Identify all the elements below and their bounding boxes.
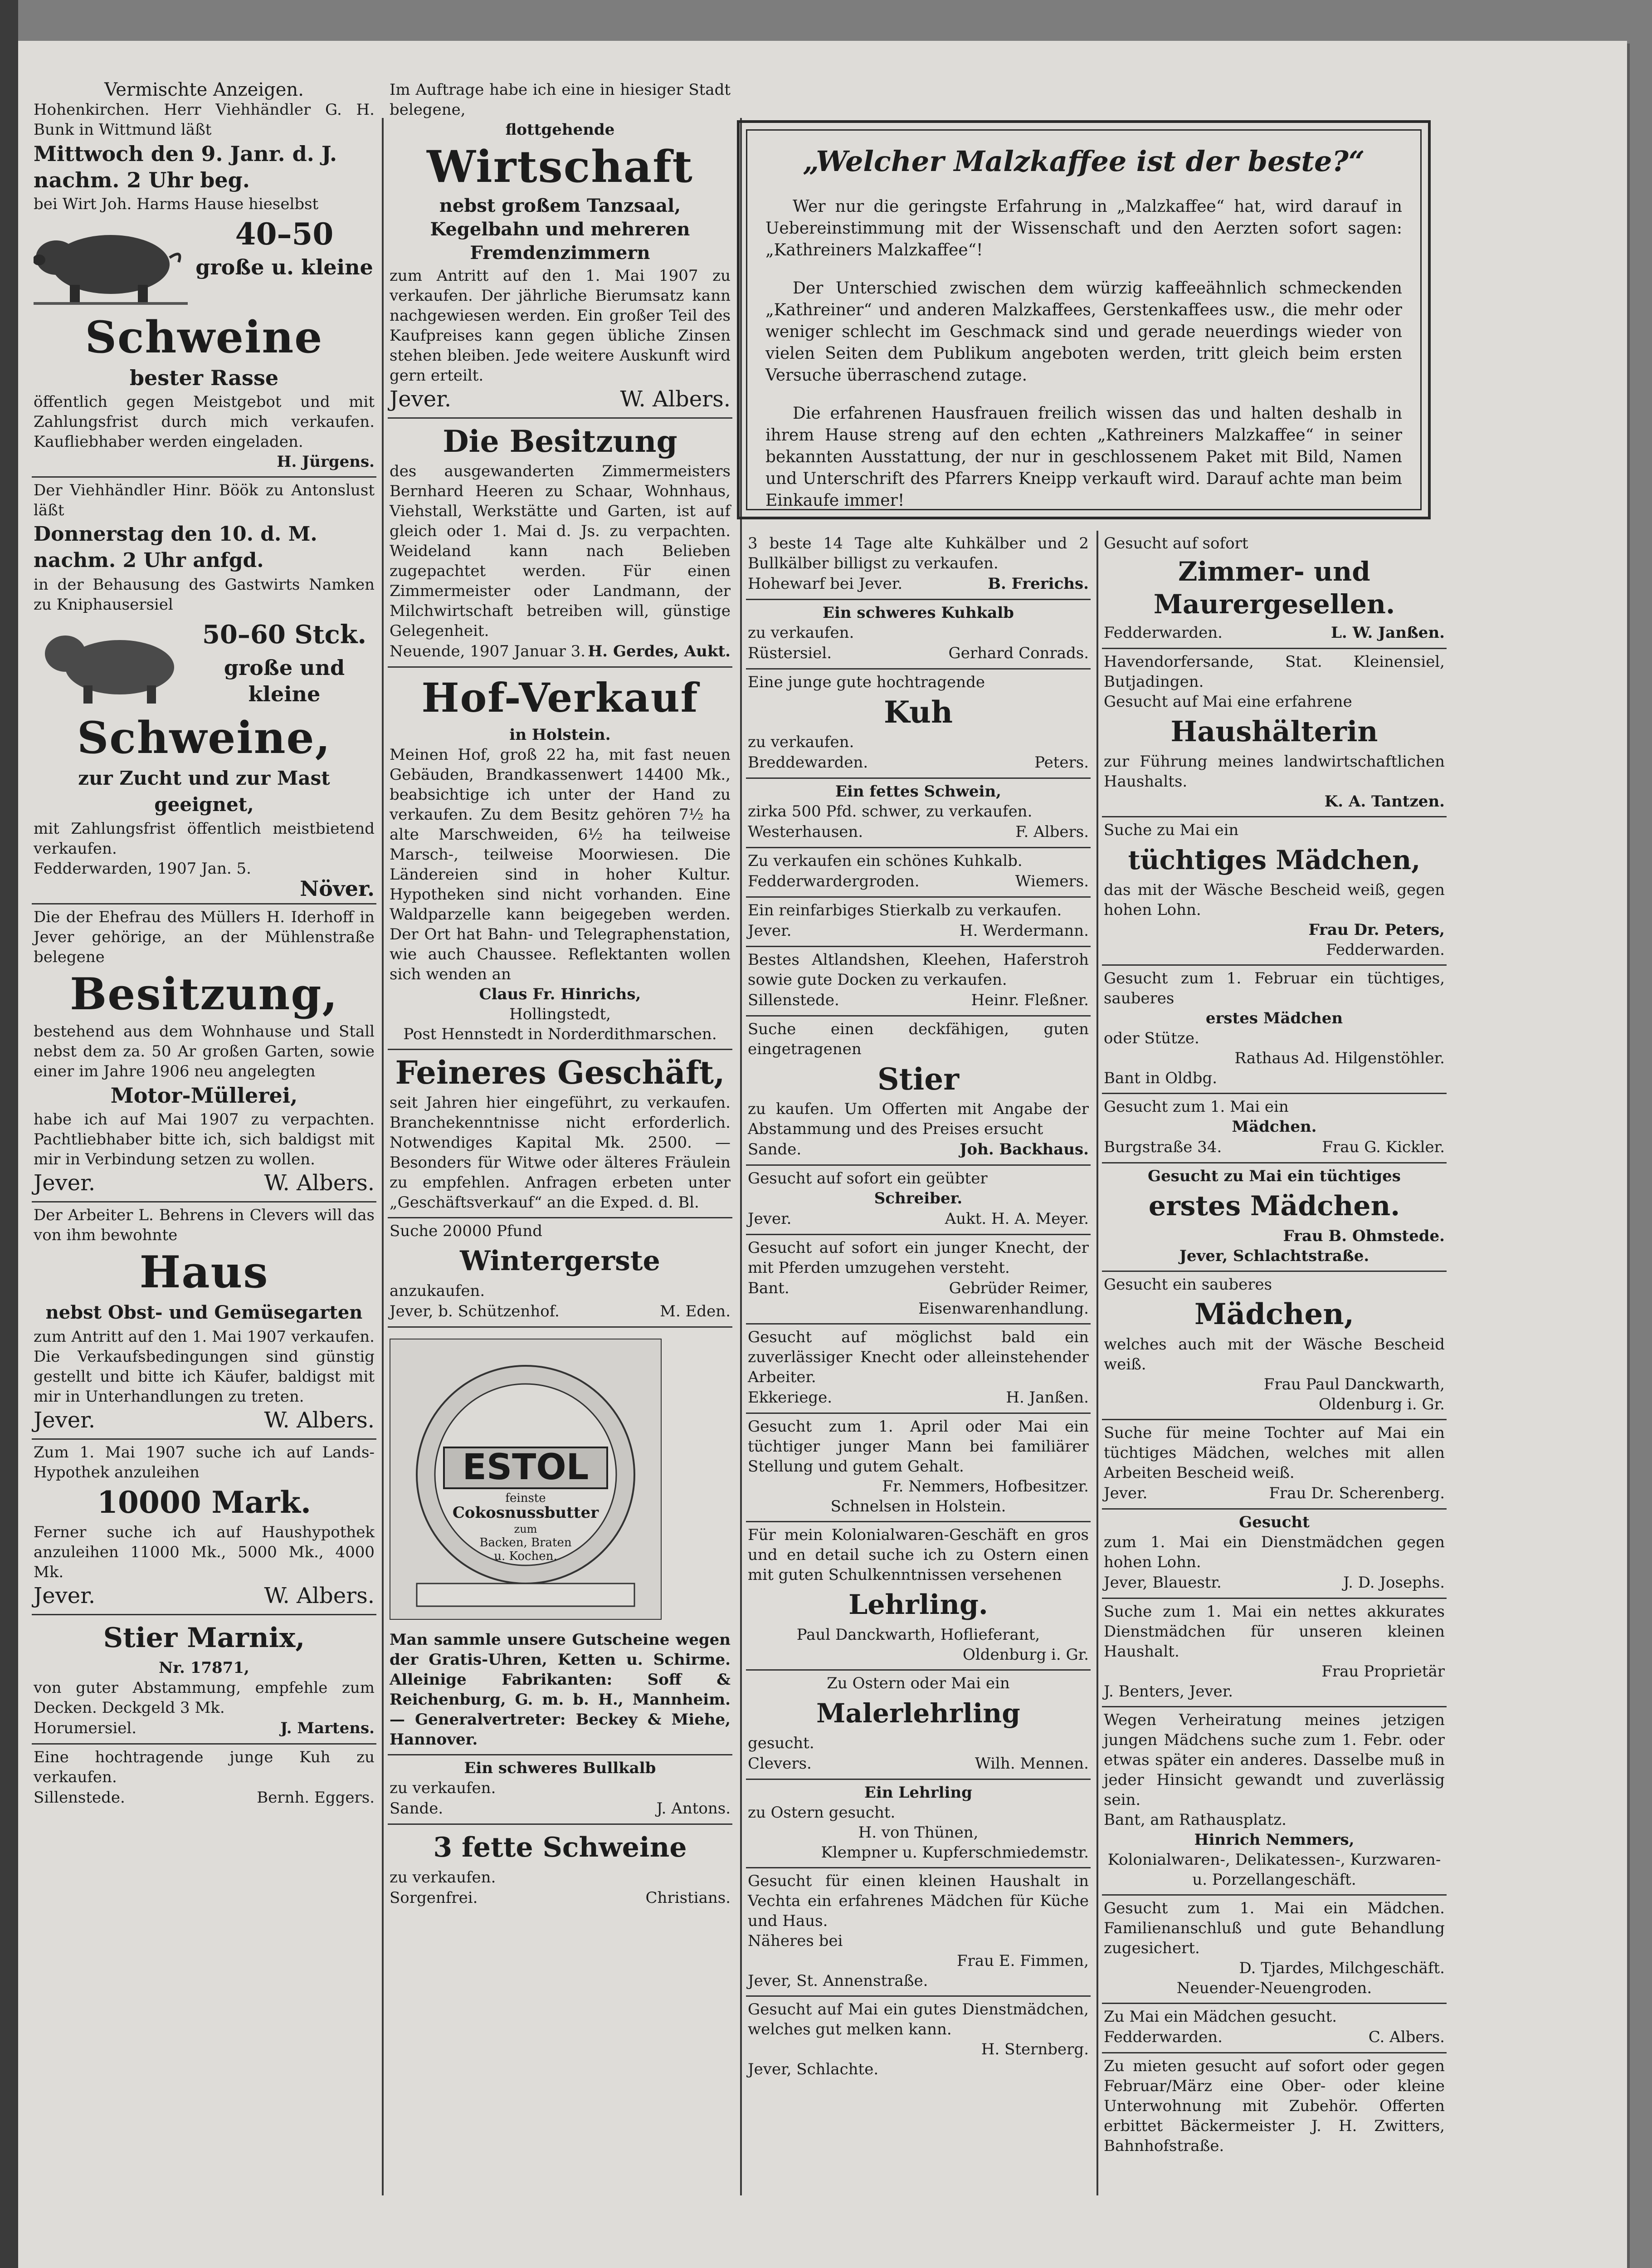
ad-intro: Gesucht zum 1. Februar ein tüchtiges, sauberes — [1104, 969, 1445, 1007]
ad-signature: K. A. Tantzen. — [1324, 792, 1445, 811]
ad-headline: Mädchen, — [1194, 1297, 1355, 1331]
ad-signature: J. Martens. — [280, 1719, 375, 1737]
ad-estol — [388, 1328, 732, 1755]
ad-signature: W. Albers. — [264, 1408, 375, 1433]
ad-signature-line2: Oldenburg i. Gr. — [963, 1646, 1089, 1664]
ad-headline: Schweine, — [77, 712, 331, 763]
ad-signature: Hinrich Nemmers, — [1194, 1831, 1355, 1849]
ad-signature-line2: Kolonialwaren-, Delikatessen-, Kurzwaren- u. Porzellangeschäft. — [1107, 1851, 1441, 1889]
ad-body: das mit der Wäsche Bescheid weiß, gegen hohen Lohn. — [1104, 881, 1445, 919]
ad-intro: Der Viehhändler Hinr. Böök zu Antonslust läßt — [34, 481, 375, 519]
ad-intro: Gesucht zum 1. Mai ein — [1104, 1098, 1289, 1116]
ad-knecht-janssen — [746, 1325, 1091, 1414]
ad-body: Ein reinfarbiges Stierkalb zu verkaufen. — [748, 901, 1062, 919]
ad-signature: Fr. Nemmers, Hofbesitzer. — [882, 1477, 1089, 1496]
ad-intro: Suche einen deckfähigen, guten eingetragenen — [748, 1020, 1089, 1058]
ad-headline: Wirtschaft — [427, 141, 693, 192]
ad-signature: Növer. — [300, 876, 375, 901]
ad-maedchen-tjardes — [1102, 1896, 1447, 2004]
ad-number: Nr. 17871, — [159, 1659, 249, 1677]
ad-body: mit Zahlungsfrist öffentlich meistbietend verkaufen. — [34, 820, 375, 858]
ad-signature: Frau B. Ohmstede. — [1283, 1227, 1445, 1245]
ad-signature: H. Janßen. — [1006, 1388, 1089, 1407]
ad-headline: Zimmer- und Maurergesellen. — [1153, 556, 1395, 620]
ad-body: zum 1. Mai ein Dienstmädchen gegen hohen Lohn. — [1104, 1533, 1445, 1571]
ad-date: Mittwoch den 9. Janr. d. J. nachm. 2 Uhr beg. — [34, 142, 337, 192]
ad-place: Horumersiel. — [34, 1719, 137, 1737]
column-1 — [32, 77, 376, 2254]
ad-signature: Rathaus Ad. Hilgenstöhler. — [1234, 1049, 1445, 1067]
ad-body: welches auch mit der Wäsche Bescheid weiß. — [1104, 1335, 1445, 1374]
column-rule — [382, 118, 384, 2195]
ad-hof-verkauf — [388, 668, 732, 1050]
ad-signature: H. Werdermann. — [959, 922, 1089, 940]
ad-hypothek — [32, 1440, 376, 1615]
ad-haus-behrens — [32, 1202, 376, 1440]
ad-signature: Wilh. Mennen. — [975, 1755, 1089, 1773]
ad-maedchen-danckwarth — [1102, 1272, 1447, 1420]
ad-signature: H. von Thünen, — [858, 1823, 979, 1842]
ad-subheadline: in Holstein. — [509, 726, 611, 744]
ad-signature: Frau Paul Danckwarth, — [1263, 1375, 1445, 1393]
ad-place: Bant, am Rathausplatz. — [1104, 1811, 1287, 1829]
ad-body: Bestes Altlandshen, Kleehen, Haferstroh sowie gute Docken zu verkaufen. — [748, 951, 1089, 989]
estol-line3: zum — [514, 1523, 537, 1535]
ad-headline: Haus — [139, 1246, 269, 1298]
ad-signature: Christians. — [645, 1889, 731, 1907]
ad-place: Sorgenfrei. — [390, 1889, 478, 1907]
ad-headline: Hof-Verkauf — [421, 674, 699, 721]
ad-intro: Für mein Kolonialwaren-Geschäft en gros und en detail suche ich zu Ostern einen mit guten Schulkenntnissen versehenen — [748, 1526, 1089, 1584]
ad-signature-line2: Fedderwarden. — [1326, 941, 1445, 959]
ad-place: Jever. — [34, 1170, 96, 1196]
ad-maedchen-kickler — [1102, 1094, 1447, 1163]
ad-headline: Schweine — [85, 312, 323, 363]
ad-signature: W. Albers. — [620, 386, 731, 412]
ad-headline: Feineres Geschäft, — [395, 1054, 725, 1091]
ad-heading: Ein fettes Schwein, — [835, 782, 1001, 801]
ad-bullkalb — [388, 1755, 732, 1825]
ad-signature: M. Eden. — [660, 1302, 731, 1320]
ad-place: Sillenstede. — [748, 991, 839, 1009]
ad-stierkalb — [746, 898, 1091, 947]
ad-signature: Wiemers. — [1015, 872, 1089, 890]
ad-intro: Gesucht zu Mai ein tüchtiges — [1148, 1167, 1401, 1185]
ad-place: Jever. — [1104, 1484, 1148, 1502]
ad-body: Eine hochtragende junge Kuh zu verkaufen. — [34, 1748, 375, 1786]
ad-place: Sande. — [390, 1799, 443, 1818]
ad-place: Ekkeriege. — [748, 1388, 833, 1407]
ad-signature-line2: Eisenwarenhandlung. — [918, 1300, 1089, 1318]
ad-signature: Peters. — [1034, 753, 1089, 772]
section-heading: Vermischte Anzeigen. — [104, 79, 304, 100]
ad-intro: Im Auftrage habe ich eine in hiesiger Stadt belegene, — [390, 81, 731, 119]
ad-headline: Wintergerste — [460, 1245, 660, 1277]
ad-body: habe ich auf Mai 1907 zu verpachten. Pachtliebhaber bitte ich, sich baldigst mit mir in Verbindung setzen zu wollen. — [34, 1110, 375, 1168]
ad-body: des ausgewanderten Zimmermeisters Bernhard Heeren zu Schaar, Wohnhaus, Viehstall, Werkstätte und Garten, ist auf gleich oder 1. Mai d. Js. zu verpachten. Weideland kann nach Belieben zugepachtet werden. Für einen Zimmermeister oder Landmann, der Milchwirtschaft betreiben will, günstige Gelegenheit. — [390, 462, 731, 640]
ad-kuh-peters — [746, 670, 1091, 779]
ad-signature: Aukt. H. A. Meyer. — [945, 1210, 1089, 1228]
estol-line4: Backen, Braten — [479, 1536, 572, 1549]
ad-place: Jever. — [748, 922, 792, 940]
ad-intro: Die der Ehefrau des Müllers H. Iderhoff in Jever gehörige, an der Mühlenstraße belegene — [34, 908, 375, 966]
ad-extra: Näheres bei — [748, 1932, 843, 1950]
estol-line5: u. Kochen. — [494, 1549, 557, 1563]
ad-place: Jever, b. Schützenhof. — [390, 1302, 560, 1320]
ad-place: Jever. — [390, 386, 452, 412]
ad-intro: Havendorfersande, Stat. Kleinensiel, Butjadingen. — [1104, 653, 1445, 691]
ad-besitzung-iderhoff — [32, 904, 376, 1202]
ad-intro: Zu Ostern oder Mai ein — [827, 1674, 1010, 1692]
ad-body: Man sammle unsere Gutscheine wegen der Gratis-Uhren, Ketten u. Schirme. Alleinige Fabrikanten: Soff & Reichenburg, G. m. b. H., Mannheim. — Generalvertreter: Beckey & Miehe, Hannover. — [390, 1631, 731, 1749]
ad-dienstmaedchen-benters — [1102, 1599, 1447, 1707]
ad-place: in der Behausung des Gastwirts Namken zu Kniphausersiel — [34, 576, 375, 614]
ad-body: Gesucht zum 1. Mai ein Mädchen. Familienanschluß und gute Behandlung zugesichert. — [1104, 1899, 1445, 1957]
ad-kuhkaelber — [746, 531, 1091, 600]
ad-besitzung-heeren — [388, 419, 732, 668]
ad-subheadline: Motor-Müllerei, — [110, 1083, 298, 1108]
ad-headline: tüchtiges Mädchen, — [1128, 845, 1421, 875]
column-3 — [746, 531, 1091, 2254]
ad-body: oder Stütze. — [1104, 1029, 1199, 1047]
ad-headline: Stier Marnix, — [103, 1622, 305, 1654]
ad-malerlehrling — [746, 1671, 1091, 1780]
estol-line2: Cokosnussbutter — [452, 1504, 599, 1522]
kathreiner-box-ad — [737, 120, 1431, 519]
ad-haushaelterin — [1102, 649, 1447, 817]
ad-intro: Gesucht auf sofort — [1104, 534, 1248, 552]
ad-signature: W. Albers. — [264, 1583, 375, 1608]
ad-body: Gesucht auf Mai eine erfahrene — [1104, 693, 1352, 711]
ad-body: Gesucht auf möglichst bald ein zuverlässiger Knecht oder alleinstehender Arbeiter. — [748, 1328, 1089, 1386]
ad-intro: Hohenkirchen. Herr Viehhändler G. H. Bunk in Wittmund läßt — [34, 101, 375, 139]
ad-signature: J. D. Josephs. — [1343, 1574, 1445, 1592]
ad-contact-name: Claus Fr. Hinrichs, — [479, 985, 641, 1003]
ad-signature: Gebrüder Reimer, — [949, 1279, 1089, 1297]
ad-contact-place: Hollingstedt, — [509, 1005, 611, 1023]
ad-body: zu verkaufen. — [390, 1868, 496, 1887]
ad-headline: Malerlehrling — [816, 1698, 1020, 1729]
ad-body: zum Antritt auf den 1. Mai 1907 verkaufen. Die Verkaufsbedingungen sind günstig gestellt und bitte ich Käufer, baldigst mit mir in Unterhandlungen zu treten. — [34, 1328, 375, 1406]
ad-body: zu Ostern gesucht. — [748, 1804, 896, 1822]
box-headline: „Welcher Malzkaffee ist der beste?“ — [803, 145, 1365, 178]
ad-place: Jever. — [34, 1408, 96, 1433]
ad-signature: B. Frerichs. — [988, 575, 1089, 593]
ad-heading: Gesucht — [1239, 1513, 1310, 1531]
ad-sizes: große und kleine — [224, 655, 345, 706]
ad-signature: Joh. Backhaus. — [960, 1140, 1089, 1158]
ad-heading: erstes Mädchen — [1205, 1009, 1343, 1027]
ad-schreiber — [746, 1166, 1091, 1235]
ad-signature-line2: Oldenburg i. Gr. — [1319, 1395, 1445, 1413]
box-paragraph: Die erfahrenen Hausfrauen freilich wissen das und halten deshalb in ihrem Hause streng auf den echten „Kathreiners Malzkaffee“ in seiner bekannten Ausstattung, der nur in geschlossenem Paket mit Bild, Namen und Unterschrift des Pfarrers Kneipp verkauft wird. Darauf achte man beim Einkaufe immer! — [765, 404, 1402, 510]
ad-wohnung-zwitters — [1102, 2053, 1447, 2160]
ad-gesellen — [1102, 531, 1447, 649]
ad-subheadline: nebst großem Tanzsaal, Kegelbahn und mehreren Fremdenzimmern — [430, 195, 690, 264]
ad-stier-marnix — [32, 1615, 376, 1745]
ad-signature: H. Sternberg. — [981, 2040, 1089, 2058]
ad-signature: Frau Proprietär — [1321, 1662, 1445, 1681]
ad-wintergerste — [388, 1218, 732, 1328]
ad-headline: erstes Mädchen. — [1148, 1190, 1400, 1222]
ad-place: Fedderwarden. — [1104, 2028, 1223, 2046]
ad-intro: Suche zu Mai ein — [1104, 821, 1239, 839]
ad-body: Wegen Verheiratung meines jetzigen jungen Mädchens suche zum 1. Febr. oder etwas später ein anderes. Dasselbe muß in jeder Hinsicht gewandt und zuverlässig sein. — [1104, 1711, 1445, 1809]
ad-body: Gesucht zum 1. April oder Mai ein tüchtiger junger Mann bei familiärer Stellung und gutem Gehalt. — [748, 1418, 1089, 1476]
ad-signature: Heinr. Fleßner. — [971, 991, 1089, 1009]
ad-dienstmaedchen-josephs — [1102, 1510, 1447, 1599]
ad-kuh-eggers — [32, 1745, 376, 1813]
ad-place: Westerhausen. — [748, 823, 863, 841]
ad-place: Rüstersiel. — [748, 644, 832, 662]
ad-body: gesucht. — [748, 1734, 814, 1752]
ad-place: Sillenstede. — [34, 1789, 125, 1807]
ad-lehrling-thuenen — [746, 1780, 1091, 1868]
ad-headline: Haushälterin — [1170, 715, 1378, 748]
ad-body: Ferner suche ich auf Haushypothek anzuleihen 11000 Mk., 5000 Mk., 4000 Mk. — [34, 1523, 375, 1581]
ad-place: bei Wirt Joh. Harms Hause hieselbst — [34, 195, 319, 213]
ad-intro: Der Arbeiter L. Behrens in Clevers will das von ihm bewohnte — [34, 1206, 375, 1244]
ad-headline: 10000 Mark. — [97, 1485, 311, 1520]
ad-intro: Gesucht auf sofort ein geübter — [748, 1169, 988, 1188]
ad-body: zum Antritt auf den 1. Mai 1907 zu verkaufen. Der jährliche Bierumsatz kann nachgewiesen werden. Ein großer Teil des Kaufpreises kann gegen übliche Zinsen stehen bleiben. Jede weitere Auskunft wird gern erteilt. — [390, 267, 731, 385]
ad-signature: F. Albers. — [1015, 823, 1089, 841]
ad-body: Meinen Hof, groß 22 ha, mit fast neuen Gebäuden, Brandkassenwert 14400 Mk., beabsichtige ich unter der Hand zu verkaufen. Zu dem Besitz gehören 7½ ha alte Marschweiden, 6½ ha teilweise Marsch-, teilweise Moorwiesen. Die Ländereien sind in hoher Kultur. Hypotheken sind nicht vorhanden. Eine Waldparzelle kann beigegeben werden. Der Ort hat Bahn- und Telegraphenstation, wie auch Chaussee. Reflektanten wollen sich wenden an — [390, 746, 731, 983]
ad-body: zu verkaufen. — [390, 1779, 496, 1797]
ad-signature-line2: Jever, St. Annenstraße. — [748, 1972, 928, 1990]
ad-fettes-schwein — [746, 779, 1091, 848]
ad-intro: Suche 20000 Pfund — [390, 1222, 543, 1240]
ad-headline: Lehrling. — [848, 1589, 988, 1621]
pig-icon — [34, 617, 188, 708]
ad-fette-schweine — [388, 1825, 732, 1913]
ad-maedchen-peters — [1102, 817, 1447, 966]
ad-signature-line2: Schnelsen in Holstein. — [830, 1497, 1006, 1515]
ad-place: Jever, Schlachte. — [748, 2060, 879, 2078]
ad-signature-line2: J. Benters, Jever. — [1104, 1682, 1233, 1701]
ad-intro: Eine junge gute hochtragende — [748, 673, 985, 691]
ad-body: zu verkaufen. — [748, 733, 854, 751]
ad-intro: Zum 1. Mai 1907 suche ich auf Lands-Hypothek anzuleihen — [34, 1443, 375, 1481]
ad-quality: bester Rasse — [129, 366, 279, 390]
ad-headline: Kuh — [884, 694, 953, 730]
ad-stier-backhaus — [746, 1017, 1091, 1166]
ad-heading: Mädchen. — [1232, 1118, 1317, 1136]
box-paragraph: Wer nur die geringste Erfahrung in „Malzkaffee“ hat, wird darauf in Uebereinstimmung mit der Wissenschaft und den Aerzten sofort sagen: „Kathreiners Malzkaffee“! — [765, 197, 1402, 259]
ad-place: Jever. — [748, 1210, 792, 1228]
ad-signature: Frau Dr. Scherenberg. — [1269, 1484, 1445, 1502]
ad-signature: Frau E. Fimmen, — [956, 1952, 1089, 1970]
ad-place-date: Neuende, 1907 Januar 3. — [390, 642, 586, 660]
column-4 — [1102, 531, 1447, 2254]
ad-kuhkalb-wiemers — [746, 848, 1091, 898]
ad-signature: L. W. Janßen. — [1331, 624, 1445, 642]
ad-signature: Frau G. Kickler. — [1322, 1138, 1445, 1156]
ad-place: Bant. — [748, 1279, 789, 1297]
ad-contact-post: Post Hennstedt in Norderdithmarschen. — [403, 1025, 717, 1043]
ad-signature: W. Albers. — [264, 1170, 375, 1196]
ad-body: zu kaufen. Um Offerten mit Angabe der Abstammung und des Preises ersucht — [748, 1100, 1089, 1138]
ad-headline: Die Besitzung — [443, 424, 677, 459]
ad-maedchen-nemmers — [1102, 1707, 1447, 1896]
ad-heu — [746, 947, 1091, 1017]
ad-date: Donnerstag den 10. d. M. nachm. 2 Uhr anfgd. — [34, 523, 317, 572]
ad-intro: Gesucht ein sauberes — [1104, 1276, 1272, 1294]
ad-body: zirka 500 Pfd. schwer, zu verkaufen. — [748, 802, 1033, 821]
ad-small: flottgehende — [505, 121, 615, 139]
ad-heading: Ein Lehrling — [864, 1784, 972, 1802]
ad-heading: Ein schweres Kuhkalb — [823, 604, 1014, 622]
ad-maedchen-fimmen — [746, 1868, 1091, 1997]
estol-brand: ESTOL — [462, 1447, 589, 1488]
ad-sizes: große u. kleine — [195, 255, 373, 279]
ad-body: zur Führung meines landwirtschaftlichen Haushalts. — [1104, 753, 1445, 791]
ad-signature: Paul Danckwarth, Hoflieferant, — [796, 1626, 1040, 1644]
estol-line1: feinste — [505, 1491, 546, 1505]
ad-place: Fedderwardergroden. — [748, 872, 920, 890]
ad-place: Breddewarden. — [748, 753, 868, 772]
ad-body: öffentlich gegen Meistgebot und mit Zahlungsfrist durch mich verkaufen. Kaufliebhaber werden eingeladen. — [34, 393, 375, 451]
ad-purpose: zur Zucht und zur Mast geeignet, — [78, 767, 330, 816]
ad-body: Zu mieten gesucht auf sofort oder gegen Februar/März eine Ober- oder kleine Unterwohnung mit Zubehör. Offerten erbittet Bäckermeister J. H. Zwitters, Bahnhofstraße. — [1104, 2057, 1445, 2155]
ad-signature-line2: Klempner u. Kupferschmiedemstr. — [821, 1843, 1089, 1862]
ad-heading: Schreiber. — [874, 1189, 963, 1207]
ad-place: Jever. — [34, 1583, 96, 1608]
ad-signature: D. Tjardes, Milchgeschäft. — [1239, 1959, 1445, 1977]
ad-place: Fedderwarden. — [1104, 624, 1223, 642]
ad-place: Clevers. — [748, 1755, 812, 1773]
ad-dienstmaedchen-sternberg — [746, 1997, 1091, 2084]
column-2 — [388, 77, 732, 2254]
ad-body: Suche zum 1. Mai ein nettes akkurates Dienstmädchen für unseren kleinen Haushalt. — [1104, 1603, 1445, 1661]
box-paragraph: Der Unterschied zwischen dem würzig kaffeeähnlich schmeckenden „Kathreiner“ und anderen Malzkaffees, Gerstenkaffees usw., die mehr oder weniger schlecht im Geschmack sind und gerade neuerdings wieder von vielen Seiten dem Publikum angeboten werden, tritt gleich beim ersten Versuche überraschend zutage. — [765, 279, 1402, 385]
book-binding — [0, 0, 18, 2268]
ad-place: Sande. — [748, 1140, 802, 1158]
ad-body: Gesucht für einen kleinen Haushalt in Vechta ein erfahrenes Mädchen für Küche und Haus. — [748, 1872, 1089, 1930]
ad-signature: Gerhard Conrads. — [948, 644, 1089, 662]
column-rule — [1096, 531, 1098, 2195]
ad-body: 3 beste 14 Tage alte Kuhkälber und 2 Bullkälber billigst zu verkaufen. — [748, 534, 1089, 572]
ad-signature: Bernh. Eggers. — [257, 1789, 375, 1807]
ad-signature: Frau Dr. Peters, — [1308, 921, 1445, 939]
ad-headline: Besitzung, — [70, 968, 338, 1020]
ad-subheadline: nebst Obst- und Gemüsegarten — [45, 1302, 363, 1323]
ad-signature-line2: Neuender-Neuengroden. — [1176, 1979, 1372, 1997]
ad-body: Suche für meine Tochter auf Mai ein tüchtiges Mädchen, welches mit allen Arbeiten Bescheid weiß. — [1104, 1424, 1445, 1482]
ad-signature-line2: Bant in Oldbg. — [1104, 1069, 1218, 1087]
ad-erstes-maedchen-hilgenstoehler — [1102, 966, 1447, 1094]
estol-logo — [390, 1339, 662, 1620]
ad-pig-auction-boeoek — [32, 478, 376, 904]
ad-count: 40–50 — [235, 216, 334, 252]
ad-signature: H. Jürgens. — [277, 453, 375, 471]
ad-kuhkalb-conrads — [746, 600, 1091, 670]
ad-place: Burgstraße 34. — [1104, 1138, 1222, 1156]
ad-feineres-geschaeft — [388, 1050, 732, 1218]
ad-place-date: Fedderwarden, 1907 Jan. 5. — [34, 860, 251, 878]
ad-headline: 3 fette Schweine — [433, 1832, 687, 1863]
ad-body: Gesucht auf Mai ein gutes Dienstmädchen, welches gut melken kann. — [748, 2000, 1089, 2038]
pig-icon — [34, 217, 188, 308]
ad-body: Gesucht auf sofort ein junger Knecht, der mit Pferden umzugehen versteht. — [748, 1239, 1089, 1277]
ad-body: Zu Mai ein Mädchen gesucht. — [1104, 2008, 1337, 2026]
ad-headline: Stier — [877, 1061, 959, 1097]
ad-signature-line2: Jever, Schlachtstraße. — [1179, 1247, 1369, 1265]
ad-body: seit Jahren hier eingeführt, zu verkaufen. Branchekenntnisse nicht erforderlich. Notwendiges Kapital Mk. 2500. — Besonders für Witwe oder älteres Fräulein zu empfehlen. Anfragen erbeten unter „Geschäftsverkauf“ an die Exped. d. Bl. — [390, 1094, 731, 1212]
ad-signature: C. Albers. — [1368, 2028, 1445, 2046]
ad-body: bestehend aus dem Wohnhause und Stall nebst dem za. 50 Ar großen Garten, sowie einer im Jahre 1906 neu angelegten — [34, 1022, 375, 1080]
ad-place: Jever, Blauestr. — [1104, 1574, 1222, 1592]
ad-body: zu verkaufen. — [748, 624, 854, 642]
ad-erstes-maedchen-ohmstede — [1102, 1163, 1447, 1272]
ad-heading: Ein schweres Bullkalb — [464, 1759, 656, 1777]
ad-lehrling-danckwarth — [746, 1522, 1091, 1671]
ad-knecht-reimer — [746, 1235, 1091, 1325]
ad-junger-mann — [746, 1414, 1091, 1522]
ad-place: Hohewarf bei Jever. — [748, 575, 903, 593]
ad-count: 50–60 Stck. — [202, 620, 367, 650]
ad-body: von guter Abstammung, empfehle zum Decken. Deckgeld 3 Mk. — [34, 1679, 375, 1717]
ad-body: anzukaufen. — [390, 1282, 485, 1300]
ad-body: Zu verkaufen ein schönes Kuhkalb. — [748, 852, 1023, 870]
ad-maedchen-albers — [1102, 2004, 1447, 2053]
ad-wirtschaft — [388, 77, 732, 419]
ad-pig-auction-bunk — [32, 77, 376, 478]
ad-signature: J. Antons. — [656, 1799, 731, 1818]
ad-signature: H. Gerdes, Aukt. — [588, 642, 731, 660]
ad-maedchen-scherenberg — [1102, 1420, 1447, 1510]
